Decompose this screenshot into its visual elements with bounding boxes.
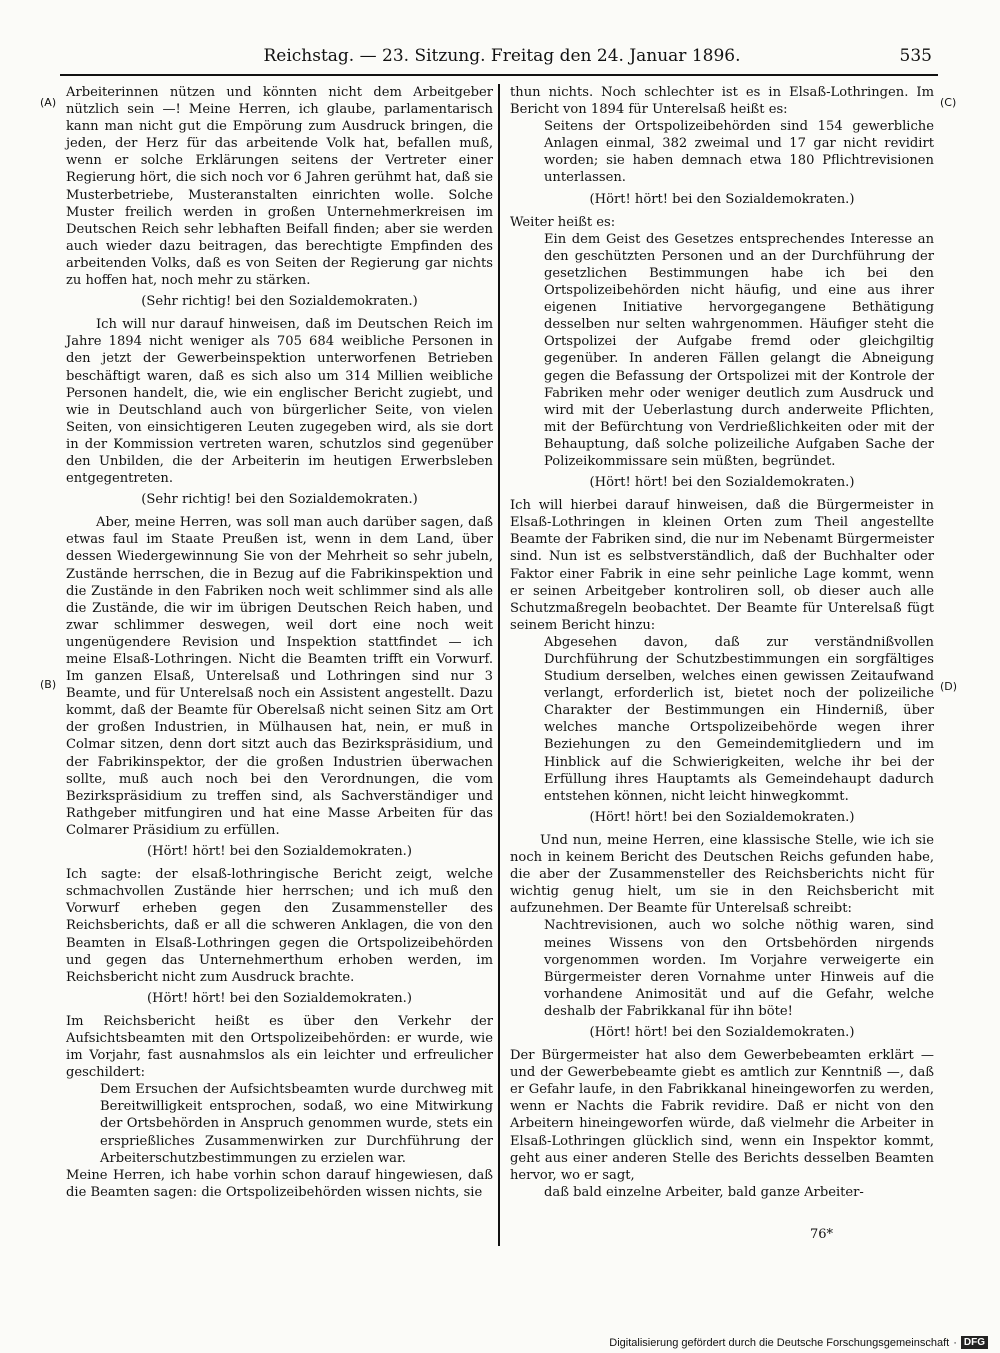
paragraph: Meine Herren, ich habe vorhin schon darauf hingewiesen, daß die Beamten sagen: die Ortspolizeibehörden wissen nichts, sie — [66, 1167, 493, 1200]
interjection: (Hört! hört! bei den Sozialdemokraten.) — [589, 809, 855, 825]
header-rule — [60, 74, 938, 76]
column-divider — [498, 84, 500, 1246]
interjection: (Hört! hört! bei den Sozialdemokraten.) — [589, 475, 855, 491]
quotation: Ein dem Geist des Gesetzes entsprechendes Interesse an den geschützten Personen und an der Durchführung der gesetzlichen Bestimmungen habe ich bei den Ortspolizeibehörden nicht häufig, und eine aus ihrer eigenen Initiative hervorgegangene Bethätigung desselben nur selten wahrgenommen. Häufiger steht die Ortspolizei der Aufgabe fremd oder gleichgiltig gegenüber. In anderen Fällen gelangt die Abneigung gegen die Befassung der Ortspolizei mit der Kontrole der Fabriken mehr oder weniger deutlich zum Ausdruck und wird mit der Ueberlastung durch anderweite Pflichten, mit der Befürchtung von Verdrießlichkeiten oder mit der Behauptung, daß solche polizeiliche Aufgaben Sache der Polizeikommissare sein müßten, begründet. — [544, 231, 934, 469]
dfg-logo: DFG — [961, 1336, 988, 1349]
interjection: (Hört! hört! bei den Sozialdemokraten.) — [147, 844, 412, 860]
paragraph: Weiter heißt es: — [510, 214, 616, 230]
paragraph: Der Bürgermeister hat also dem Gewerbebeamten erklärt — und der Gewerbebeamte giebt es amtlich zur Kenntniß —, daß er Gefahr laufe, in den Fabrikkanal hineingeworfen zu werden, wenn er Nachts die Fabrik revidire. Daß er nicht von den Arbeitern hineingeworfen würde, daß vielmehr die Arbeiter in Elsaß-Lothringen glücklich sind, wenn ein Inspektor kommt, geht aus einer anderen Stelle des Berichts desselben Beamten hervor, wo er sagt, — [510, 1048, 934, 1183]
paragraph: thun nichts. Noch schlechter ist es in Elsaß-Lothringen. Im Bericht von 1894 für Unterelsaß heißt es: — [510, 85, 934, 118]
interjection: (Sehr richtig! bei den Sozialdemokraten.) — [141, 294, 418, 310]
margin-letter-c: (C) — [940, 96, 957, 109]
left-column — [66, 84, 493, 1201]
margin-letter-a: (A) — [40, 96, 57, 109]
quotation: daß bald einzelne Arbeiter, bald ganze Arbeiter- — [544, 1184, 864, 1200]
interjection: (Hört! hört! bei den Sozialdemokraten.) — [589, 1024, 855, 1040]
running-title: Reichstag. — 23. Sitzung. Freitag den 24. Januar 1896. — [263, 46, 741, 66]
interjection: (Sehr richtig! bei den Sozialdemokraten.) — [141, 492, 418, 508]
paragraph: Ich sagte: der elsaß-lothringische Bericht zeigt, welche schmachvollen Zustände hier herrschen; und ich muß den Vorwurf erheben gegen den Zusammensteller des Reichsberichts, daß er all die schweren Anklagen, die von den Beamten in Elsaß-Lothringen gegen die Ortspolizeibehörden und gegen das Unternehmerthum erhoben werden, im Reichsbericht nicht zum Ausdruck brachte. — [66, 867, 493, 985]
paragraph: Arbeiterinnen nützen und könnten nicht dem Arbeitgeber nützlich sein —! Meine Herren, ich glaube, parlamentarisch kann man nicht gut die Empörung zum Ausdruck bringen, die jeden, der Herz für das arbeitende Volk hat, befallen muß, wenn er solche Erklärungen seitens der Vertreter einer Regierung hört, die sich noch vor 6 Jahren gerühmt hat, daß sie Musterbetriebe, Musteranstalten einrichten wolle. Solche Muster freilich werden in großen Unternehmerkreisen im Deutschen Reich sehr lebhaften Beifall finden; aber sie werden auch wieder dazu beitragen, das berechtigte Empfinden des arbeitenden Volks, daß es von Seiten der Regierung gar nichts zu hoffen hat, noch mehr zu stärken. — [66, 85, 493, 289]
margin-letter-d: (D) — [940, 680, 958, 693]
quotation: Nachtrevisionen, auch wo solche nöthig waren, sind meines Wissens von den Ortsbehörden nirgends vorgenommen worden. Im Vorjahre verweigerte ein Bürgermeister deren Vornahme unter Hinweis auf die vorhandene Animosität und auf die Gefahr, welche deshalb der Fabrikkanal für ihn böte! — [544, 918, 934, 1019]
signature-mark: 76* — [810, 1227, 834, 1242]
margin-letter-b: (B) — [40, 678, 57, 691]
page-number: 535 — [899, 46, 932, 66]
right-column — [510, 84, 934, 1201]
paragraph: Im Reichsbericht heißt es über den Verkehr der Aufsichtsbeamten mit den Ortspolizeibehörden: er wurde, wie im Vorjahr, fast ausnahmslos als ein leichter und erfreulicher geschildert: — [66, 1013, 493, 1081]
paragraph: Ich will nur darauf hinweisen, daß im Deutschen Reich im Jahre 1894 nicht weniger als 705 684 weibliche Personen in den jetzt der Gewerbeinspektion unterworfenen Betrieben beschäftigt waren, daß es sich also um 314 Millien weibliche Personen handelt, die, wie ein englischer Bericht zugiebt, und wie in Deutschland auch von bürgerlicher Seite, von vielen Seiten, von einsichtigeren Leuten zugegeben wird, als sie dort in der Kommission vertreten waren, schutzlos sind gegenüber den Unbilden, die der Arbeiterin im heutigen Erwerbsleben entgegentreten. — [66, 317, 493, 487]
quotation: Dem Ersuchen der Aufsichtsbeamten wurde durchweg mit Bereitwilligkeit entsprochen, sodaß, wo eine Mitwirkung der Ortsbehörden in Anspruch genommen wurde, stets ein ersprießliches Zusammenwirken zur Durchführung der Arbeiterschutzbestimmungen zu erzielen war. — [100, 1082, 493, 1166]
paragraph: Und nun, meine Herren, eine klassische Stelle, wie ich sie noch in keinem Bericht des Deutschen Reichs gefunden habe, die aber der Zusammensteller des Reichsberichts nicht für wichtig genug hielt, um sie in den Reichsbericht mit aufzunehmen. Der Beamte für Unterelsaß schreibt: — [510, 832, 934, 917]
footer: Digitalisierung gefördert durch die Deutsche Forschungsgemeinschaft · DFG — [609, 1336, 988, 1349]
quotation: Seitens der Ortspolizeibehörden sind 154 gewerbliche Anlagen einmal, 382 zweimal und 17 gar nicht revidirt worden; sie haben demnach etwa 180 Pflichtrevisionen unterlassen. — [544, 119, 934, 186]
paragraph: Aber, meine Herren, was soll man auch darüber sagen, daß etwas faul im Staate Preußen ist, wenn in dem Land, über dessen Wiedergewinnung Sie von der Mehrheit so sehr jubeln, Zustände herrschen, die in Bezug auf die Fabrikinspektion und die Zustände in den Fabriken noch weit schlimmer sind als alle die Zustände, die wir im übrigen Deutschen Reich haben, und zwar schlimmer deswegen, weil dort eine noch weit ungenügendere Revision und Inspektion stattfindet — ich meine Elsaß-Lothringen. Nicht die Beamten trifft ein Vorwurf. Im ganzen Elsaß, Unterelsaß und Lothringen sind nur 3 Beamte, und für Unterelsaß noch ein Assistent angestellt. Dazu kommt, daß der Beamte für Oberelsaß nicht seinen Sitz am Ort der großen Industrien, in Mülhausen hat, nein, er muß in Colmar sitzen, denn dort sitzt auch das Bezirkspräsidium, und der Fabrikinspektor, der die großen Industrien überwachen sollte, muß auch noch bei den Verordnungen, die vom Bezirkspräsidium zu treffen sind, als Sachverständiger und Rathgeber mitfungiren und hat eine Masse Arbeiten für das Colmarer Präsidium zu erfüllen. — [66, 515, 493, 838]
footer-credit: Digitalisierung gefördert durch die Deutsche Forschungsgemeinschaft — [609, 1336, 950, 1349]
running-header — [72, 44, 932, 70]
quotation: Abgesehen davon, daß zur verständnißvollen Durchführung der Schutzbestimmungen ein sorgfältiges Studium derselben, welches einen gewissen Zeitaufwand verlangt, erforderlich ist, bietet noch der polizeiliche Charakter der Bestimmungen ein Hinderniß, über welches manche Ortspolizeibehörde wegen ihrer Beziehungen zu den Gemeindemitgliedern und im Hinblick auf die Schwierigkeiten, welche ihr bei der Erfüllung ihres Hauptamts als Gemeindehaupt dadurch entstehen können, nicht leicht hinwegkommt. — [544, 634, 934, 804]
paragraph: Ich will hierbei darauf hinweisen, daß die Bürgermeister in Elsaß-Lothringen in kleinen Orten zum Theil angestellte Beamte der Fabriken sind, die nur im Nebenamt Bürgermeister sind. Nun ist es selbstverständlich, daß der Buchhalter oder Faktor einer Fabrik in eine sehr peinliche Lage kommt, wenn er seinen Arbeitgeber kontroliren soll, ob dieser auch alle Schutzmaßregeln beobachtet. Der Beamte für Unterelsaß fügt seinem Bericht hinzu: — [510, 498, 934, 633]
interjection: (Hört! hört! bei den Sozialdemokraten.) — [589, 191, 855, 207]
interjection: (Hört! hört! bei den Sozialdemokraten.) — [147, 990, 412, 1006]
